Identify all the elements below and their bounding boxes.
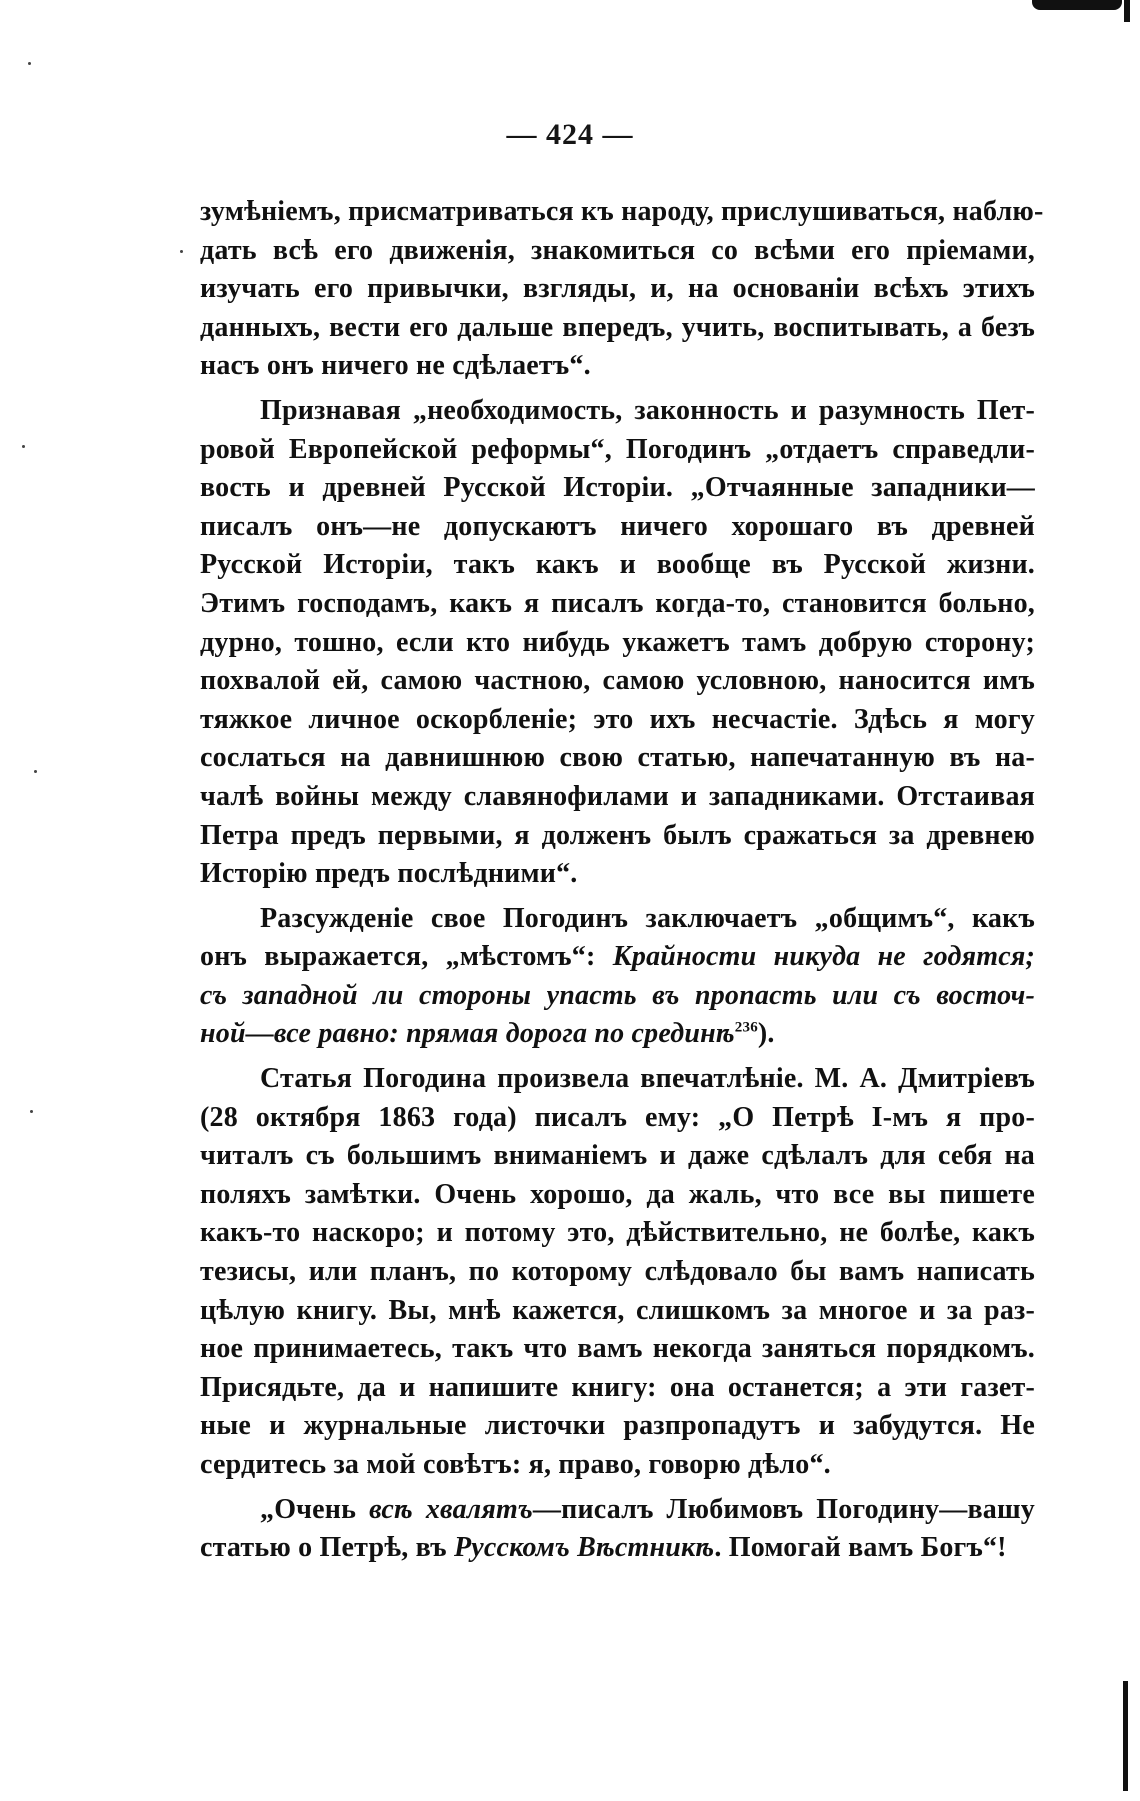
- page-number: — 424 —: [506, 118, 634, 151]
- text-segment: сердитесь за мой совѣтъ: я, право, говорю дѣло“.: [200, 1449, 831, 1480]
- text-line: [200, 701, 1035, 740]
- text-segment: статью о Петрѣ, въ: [200, 1532, 454, 1564]
- text-line: [200, 270, 1035, 309]
- text-line: [200, 1137, 1035, 1176]
- text-segment: ной—все равно: прямая дорога по срединѣ: [200, 1018, 735, 1050]
- text-line: [200, 309, 1035, 348]
- text-segment: читалъ съ большимъ вниманіемъ и даже сдѣлалъ для себя на: [200, 1140, 1035, 1172]
- text-segment: ное принимаетесь, такъ что вамъ некогда заняться порядкомъ.: [200, 1333, 1035, 1365]
- text-segment: похвалой ей, самою частною, самою условною, наносится имъ: [200, 665, 1035, 697]
- footnote-marker: 236: [734, 1020, 758, 1037]
- text-segment: Русской Исторіи, такъ какъ и вообще въ Русской жизни.: [200, 549, 1035, 581]
- scan-speck: [34, 770, 37, 773]
- text-line: [200, 1330, 1035, 1369]
- scan-edge-artifact: [1124, 0, 1130, 22]
- text-line: [200, 508, 1035, 547]
- text-segment: Петра предъ первыми, я долженъ былъ сражаться за древнею: [200, 819, 1035, 851]
- text-segment: дать всѣ его движенія, знакомиться со всѣми его пріемами,: [200, 234, 1035, 266]
- text-segment: данныхъ, вести его дальше впередъ, учить, воспитывать, а безъ: [200, 311, 1035, 343]
- text-line: [200, 1369, 1035, 1408]
- text-segment: дурно, тошно, если кто нибудь укажетъ тамъ добрую сторону;: [200, 626, 1035, 658]
- scan-speck: [180, 250, 183, 253]
- text-line: [200, 1491, 1035, 1530]
- text-segment: съ западной ли стороны упасть въ пропасть или съ восточ-: [200, 979, 1035, 1011]
- text-segment: чалѣ войны между славянофилами и западниками. Отстаивая: [200, 780, 1035, 812]
- text-segment: вость и древней Русской Исторіи. „Отчаянные западники—: [200, 472, 1035, 504]
- text-line: [200, 900, 1035, 939]
- text-segment: ровой Европейской реформы“, Погодинъ „отдаетъ справедли-: [200, 433, 1035, 465]
- text-segment: всѣ хвалятъ: [369, 1493, 533, 1525]
- text-segment: ).: [757, 1018, 775, 1050]
- text-segment: Присядьте, да и напишите книгу: она останется; а эти газет-: [200, 1371, 1035, 1403]
- text-line: [200, 1015, 1035, 1054]
- text-line: [200, 817, 1035, 856]
- text-line: [200, 1446, 1035, 1485]
- text-segment: сослаться на давнишнюю свою статью, напечатанную въ на-: [200, 742, 1035, 774]
- scan-speck: [28, 62, 31, 65]
- text-segment: Крайности никуда не годятся;: [612, 941, 1035, 973]
- text-line: [200, 546, 1035, 585]
- text-line: [200, 193, 1044, 232]
- text-segment: —писалъ Любимовъ Погодину—вашу: [532, 1493, 1036, 1525]
- text-line: [200, 469, 1035, 508]
- text-segment: ные и журнальные листочки разпропадутъ и забудутся. Не: [200, 1410, 1035, 1442]
- text-line: [200, 232, 1035, 271]
- text-line: [200, 1292, 1035, 1331]
- scan-speck: [30, 1110, 33, 1113]
- text-segment: писалъ онъ—не допускаютъ ничего хорошаго въ древней: [200, 510, 1035, 542]
- text-line: [200, 778, 1035, 817]
- text-line: [200, 347, 1035, 386]
- text-segment: . Помогай вамъ Богъ“!: [714, 1532, 1007, 1564]
- text-line: [200, 1407, 1035, 1446]
- text-line: [200, 855, 1035, 894]
- scan-edge-artifact: [1123, 1681, 1128, 1791]
- text-segment: цѣлую книгу. Вы, мнѣ кажется, слишкомъ за многое и за раз-: [200, 1294, 1035, 1326]
- text-segment: изучать его привычки, взгляды, и, на основаніи всѣхъ этихъ: [200, 273, 1035, 305]
- text-line: [200, 585, 1035, 624]
- text-segment: тяжкое личное оскорбленіе; это ихъ несчастіе. Здѣсь я могу: [200, 703, 1035, 735]
- text-segment: зумѣніемъ, присматриваться къ народу, прислушиваться, наблю-: [200, 196, 1044, 227]
- text-segment: какъ-то наскоро; и потому это, дѣйствительно, не болѣе, какъ: [200, 1217, 1035, 1249]
- text-segment: Признавая „необходимость, законность и разумность Пет-: [260, 394, 1035, 426]
- text-segment: тезисы, или планъ, по которому слѣдовало бы вамъ написать: [200, 1256, 1035, 1288]
- text-line: [200, 1099, 1035, 1138]
- text-line: [200, 431, 1035, 470]
- text-segment: „Очень: [260, 1493, 370, 1525]
- text-segment: насъ онъ ничего не сдѣлаетъ“.: [200, 350, 591, 382]
- text-segment: Русскомъ Вѣстникѣ: [453, 1532, 715, 1564]
- text-line: [200, 1176, 1035, 1215]
- text-segment: онъ выражается, „мѣстомъ“:: [200, 941, 613, 973]
- text-line: [200, 392, 1035, 431]
- text-segment: поляхъ замѣтки. Очень хорошо, да жаль, что все вы пишете: [200, 1178, 1035, 1210]
- text-segment: Этимъ господамъ, какъ я писалъ когда-то, становится больно,: [200, 587, 1035, 619]
- text-line: [200, 977, 1035, 1016]
- scan-edge-artifact: [1032, 0, 1122, 10]
- text-line: [200, 1529, 1035, 1568]
- text-line: [200, 1214, 1035, 1253]
- text-line: [200, 739, 1035, 778]
- text-line: [200, 624, 1035, 663]
- text-segment: Исторію предъ послѣдними“.: [200, 858, 578, 890]
- text-segment: Статья Погодина произвела впечатлѣніе. М. А. Дмитріевъ: [260, 1063, 1035, 1095]
- text-line: [200, 1253, 1035, 1292]
- text-line: [200, 662, 1035, 701]
- text-segment: (28 октября 1863 года) писалъ ему: „О Петрѣ I-мъ я про-: [200, 1101, 1035, 1133]
- text-segment: Разсужденіе свое Погодинъ заключаетъ „общимъ“, какъ: [260, 902, 1035, 934]
- text-line: [200, 938, 1035, 977]
- scan-speck: [22, 445, 25, 448]
- body-text: [200, 193, 1044, 1568]
- text-line: [200, 1060, 1035, 1099]
